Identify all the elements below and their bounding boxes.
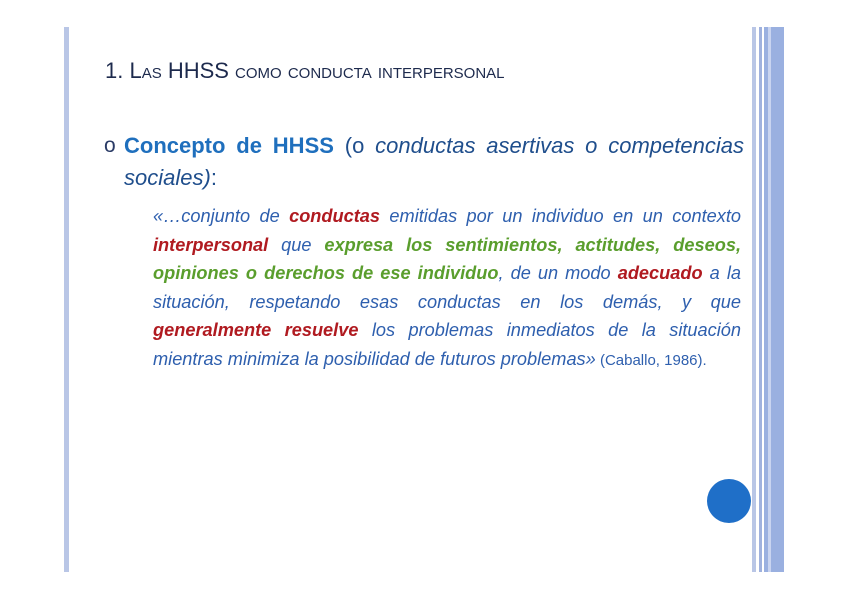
quote-keyword: generalmente resuelve	[153, 320, 359, 341]
quote-text: , de un modo	[498, 263, 618, 284]
quote-text: los problemas inmediatos de la situación mientras minimiza la posibilidad de futuros problemas»	[153, 320, 742, 369]
decor-circle	[707, 479, 751, 523]
definition-quote	[153, 202, 741, 376]
right-decor-band	[752, 27, 756, 572]
bullet-term: Concepto de HHSS	[124, 133, 334, 158]
bullet-marker: o	[104, 134, 116, 157]
quote-text: que	[268, 234, 325, 255]
quote-keyword: adecuado	[617, 263, 703, 284]
quote-text: emitidas por un individuo en un contexto	[380, 206, 741, 226]
quote-text: «…conjunto de	[153, 206, 290, 226]
right-decor-band	[759, 27, 762, 572]
quote-green-phrase: expresa los sentimientos, actitudes, deseos, opiniones o derechos de ese individuo	[153, 234, 741, 284]
quote-keyword: conductas	[289, 206, 381, 226]
bullet-text	[124, 130, 744, 194]
bullet-colon: :	[210, 165, 217, 190]
bullet-point	[104, 130, 744, 194]
left-decor-line	[64, 27, 69, 572]
bullet-paren: (o	[333, 133, 376, 158]
bullet-italic: conductas asertivas o competencias sociales)	[124, 133, 744, 190]
right-decor-band	[764, 27, 784, 572]
slide-title: 1. Las HHSS como conducta interpersonal	[105, 58, 505, 83]
quote-text: a la situación, respetando esas conductas en los demás, y que	[153, 263, 741, 312]
quote-citation: (Caballo, 1986).	[595, 351, 707, 369]
quote-keyword: interpersonal	[153, 234, 269, 255]
right-decor-band	[768, 27, 771, 572]
